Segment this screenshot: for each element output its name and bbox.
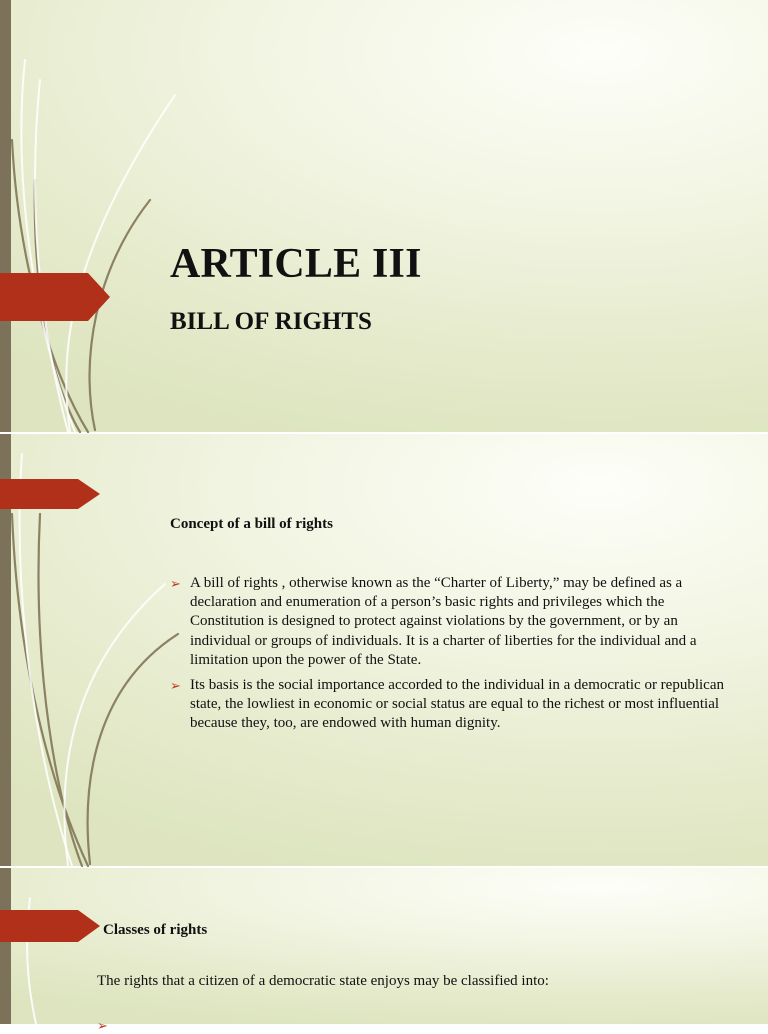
arrow-bullet-icon: ➢ <box>170 678 181 694</box>
arrow-bullet-icon: ➢ <box>97 1018 108 1033</box>
list-item-text: Its basis is the social importance accorded to the individual in a democratic or republican state, the lowliest in economic or social status are equal to the richest or most influential because they, too, are endowed with human dignity. <box>190 677 724 732</box>
vine-decoration <box>0 868 200 1024</box>
slide-subtitle: BILL OF RIGHTS <box>170 308 372 335</box>
vine-decoration <box>0 0 200 432</box>
red-arrow-tab <box>0 273 110 321</box>
section-heading: Concept of a bill of rights <box>170 516 333 532</box>
bullet-list <box>168 574 728 740</box>
list-item <box>168 676 728 734</box>
list-item <box>168 574 728 670</box>
body-text: The rights that a citizen of a democratic state enjoys may be classified into: <box>97 973 549 989</box>
slide-title <box>0 0 768 432</box>
slide-classes <box>0 868 768 1033</box>
arrow-bullet-icon: ➢ <box>170 576 181 591</box>
slide-concept <box>0 434 768 866</box>
section-heading: Classes of rights <box>103 922 208 938</box>
slide-title-heading: ARTICLE III <box>170 241 422 287</box>
list-item-text: A bill of rights , otherwise known as the “Charter of Liberty,” may be defined as a declaration and enumeration of a person’s basic rights and privileges which the Constitution is designed to protect against violations by the government, or by an individual or groups of individuals. It is a charter of liberties for the individual and a limitation upon the power of the State. <box>190 575 697 668</box>
